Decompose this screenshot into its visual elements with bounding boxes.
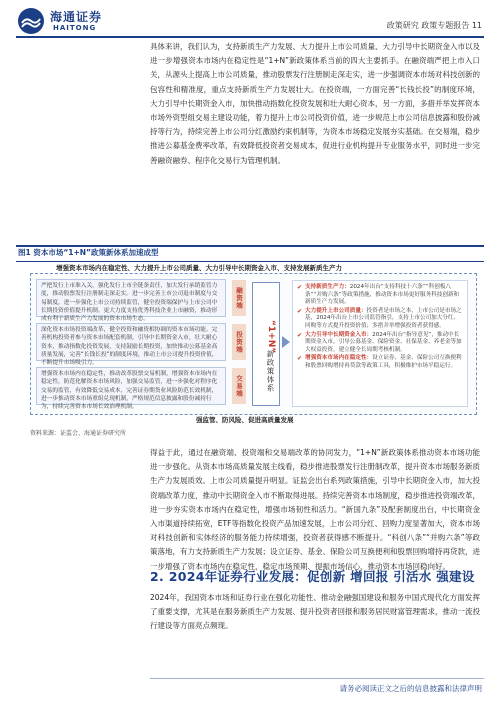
policy-item-head: 大力提升上市公司质量：	[305, 307, 367, 314]
haitong-logo-icon	[16, 6, 46, 36]
policy-item-text: 2024年出台“支持科技十六条”“科创板八条”“并购六条”等政策措施，推动资本市场更好服务科技创新和新质生产力发展。	[305, 284, 460, 306]
figure-title: 图1 资本市场“1+N”政策新体系加速成型	[18, 248, 159, 257]
policy-item-head: 支持新质生产力：	[305, 284, 350, 290]
policy-item-head: 增强资本市场内在稳定性：	[305, 355, 373, 362]
policy-item-text: 2024年出台“指导意见”，推动中长期资金入市，引导公募基金、保险资金、社保基金、养老金等加大权益投资，建立健全长周期考核机制。	[305, 331, 462, 353]
policy-item-head: 大力引导中长期资金入市：	[305, 331, 373, 338]
paragraph-3	[150, 591, 480, 634]
financing-side-label: 融资端	[232, 280, 246, 316]
policy-system-label: 新政策体系	[266, 350, 275, 393]
policy-item-text: 投资者是市场之本，上市公司是市场之基，2024年出台上市公司监管指引，支持上市公司加大分红、回购等方式提升投资价值；多措并举增强投资者获得感。	[305, 307, 462, 329]
figure-bottom-caption: 强监管、防风险、促进高质量发展	[196, 416, 294, 424]
figure-top-caption: 增强资本市场内在稳定性、大力提升上市公司质量、大力引导中长期资金入市、支持发展新质生产力	[56, 264, 342, 272]
header-divider	[16, 36, 484, 38]
trading-side-box: 增强资本市场内在稳定性，推动改革股票交易机制，增强资本市场内在稳定性，防范化解资本市场风险，加强交易监管，进一步强化对程序化交易的监管，有效降低交易成本，完善证券期货业风险防范长效机制，进一步推动资本市场重组兑现机制，严格规范信息披露和股份减持行为，持续完善资本市场长效治理机制。	[36, 367, 226, 405]
financing-side-box: 严把发行上市准入关，强化发行上市全链条责任，加大发行承销监管力度，推动股票发行注册制走深走实。进一步完善上市公司退市制度与交易制度，进一步强化上市公司持续监管，健全投资端保护与上市公司中长期投资价值提升机制。更大力度支持优秀科技企业上市融资，推动形成有利于新质生产力发展的资本市场生态。	[36, 279, 226, 317]
trading-side-label: 交易端	[232, 368, 246, 404]
policy-item-text: 设立证券、基金、保险公司互换便利和股票回购增持再贷款等政策工具，积极维护市场平稳运行。	[305, 355, 462, 369]
policy-item	[297, 308, 463, 331]
policy-item	[297, 355, 463, 370]
section-2-heading: 2. 2024年证券行业发展：促创新 增回报 引活水 强建设	[150, 569, 475, 584]
investment-side-box: 深化资本市场投资端改革，健全投资和融资相协调的资本市场功能。完善机构投资者参与资本市场配套机制，引导中长期资金入市，壮大耐心资本，推动指数化投资发展，支持鼓励长期投资，加快推动公募基金高质量发展，完善“长钱长投”的制度环境，推动上市公司提升投资价值，不断提升市场吸引力。	[36, 323, 226, 361]
paragraph-1	[150, 40, 480, 168]
check-icon: ✔	[297, 284, 303, 291]
policy-1n-label: “1+N”	[266, 320, 276, 354]
policy-item	[297, 284, 463, 307]
right-arrow-icon	[282, 336, 290, 348]
policy-focus-panel	[292, 280, 468, 407]
report-header-info: 政策研究 政策专题报告 11	[386, 21, 482, 30]
paragraph-1-text: 具体来讲，我们认为，支持新质生产力发展、大力提升上市公司质量、大力引导中长期资金入市以及进一步增强资本市场内在稳定性是“1+N”新政策体系当前的四大主要抓手。在融资端严把上市入口关，从源头上提高上市公司质量，推动股票发行注册制走深走实，进一步强调资本市场对科技创新的包容性和精准度，重点支持新质生产力发展壮大。在投资端，一方面完善“长钱长投”的制度环境，大力引导中长期资金入市，加快推动指数化投资发展和壮大耐心资本，另一方面，多措并举发挥资本市场外资型组交易主建设功能，着力提升上市公司投资价值，进一步规范上市公司信息披露和股份减持等行为，持续完善上市公司分红激励约束机制等，为资本市场稳定发展夯实基础。在交易端，稳步推进公募基金费率改革，有效降低投资者交易成本，促进行业机构提升专业服务水平，同时进一步完善融资融券、程序化交易行为管理机制。	[150, 42, 480, 165]
paragraph-3-text: 2024年，我国资本市场和证券行业在强化功能性、推动金融强国建设和服务中国式现代化方面发挥了重要支撑，尤其是在服务新质生产力发展、提升投资者回报和服务居民财富管理需求，推动一流投行建设等方面亮点频现。	[150, 593, 480, 631]
investment-side-label: 投资端	[232, 324, 246, 360]
figure-source: 资料来源：证监会、海通证券研究所	[30, 430, 127, 437]
brand-name-en: HAITONG	[53, 24, 97, 32]
paragraph-2	[150, 446, 480, 574]
check-icon: ✔	[297, 331, 303, 339]
paragraph-2-text: 得益于此，通过在融资端、投资端和交易端改革的协同发力，“1+N”新政策体系推动资本市场功能进一步强化。从资本市场高质量发展主线看，稳步推进股票发行注册制改革，提升资本市场服务新质生产力发展质效。上市公司质量提升明显。证监会出台系列政策措施，引导中长期资金入市，加大投资端改革力度，推动中长期资金入市不断取得进展。持续完善资本市场制度，稳步推进投资端改革，进一步夯实资本市场内在稳定性，增强市场韧性和活力。“新国九条”及配套制度出台，中长期资金入市渠道持续拓宽，ETF等指数化投资产品加速发展，上市公司分红、回购力度显著加大，资本市场对科技创新和实体经济的服务能力持续增强，投资者获得感不断提升。“科创八条”“并购六条”等政策落地，有力支持新质生产力发展；设立证券、基金、保险公司互换便利和股票回购增持再贷款，进一步增强了资本市场内在稳定性，稳定市场预期、提振市场信心，推动资本市场回稳向好。	[150, 448, 480, 571]
footer-disclaimer: 请务必阅读正文之后的信息披露和法律声明	[339, 684, 482, 693]
policy-item	[297, 332, 463, 355]
check-icon: ✔	[297, 307, 303, 315]
brand-name-cn: 海通证券	[50, 10, 103, 24]
footer-divider	[150, 678, 484, 679]
check-icon: ✔	[297, 355, 303, 363]
